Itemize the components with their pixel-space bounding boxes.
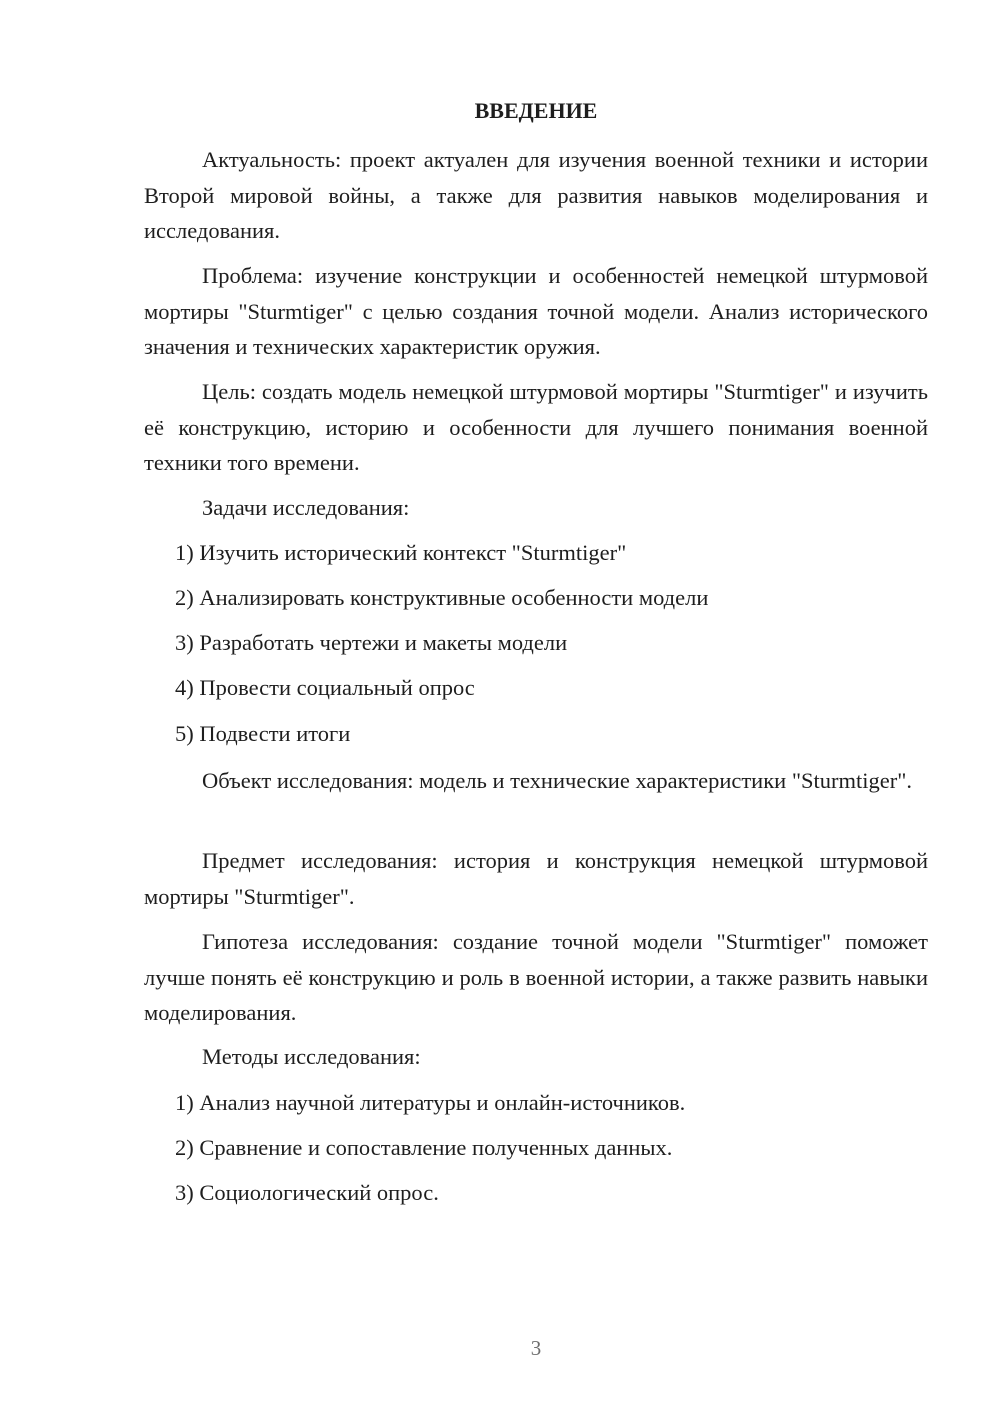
subject-paragraph: Предмет исследования: история и конструкция немецкой штурмовой мортиры "Sturmtiger". (144, 848, 928, 909)
task-item: 4) Провести социальный опрос (175, 675, 475, 700)
tasks-heading: Задачи исследования: (202, 495, 410, 520)
relevance-paragraph: Актуальность: проект актуален для изучения военной техники и истории Второй мировой войны, а также для развития навыков моделирования и исследования. (144, 147, 928, 243)
page-title: ВВЕДЕНИЕ (474, 98, 598, 123)
method-item: 1) Анализ научной литературы и онлайн-источников. (175, 1090, 686, 1115)
task-item: 3) Разработать чертежи и макеты модели (175, 630, 568, 655)
method-item: 2) Сравнение и сопоставление полученных данных. (175, 1135, 673, 1160)
object-paragraph: Объект исследования: модель и технические характеристики "Sturmtiger". (202, 768, 913, 793)
problem-paragraph: Проблема: изучение конструкции и особенностей немецкой штурмовой мортиры "Sturmtiger" с целью создания точной модели. Анализ исторического значения и технических характеристик оружия. (144, 263, 928, 359)
task-item: 1) Изучить исторический контекст "Sturmtiger" (175, 540, 627, 565)
method-item: 3) Социологический опрос. (175, 1180, 439, 1205)
task-item: 5) Подвести итоги (175, 721, 351, 746)
methods-heading: Методы исследования: (202, 1044, 421, 1069)
hypothesis-paragraph: Гипотеза исследования: создание точной модели "Sturmtiger" поможет лучше понять её конструкцию и роль в военной истории, а также развить навыки моделирования. (144, 929, 928, 1025)
task-item: 2) Анализировать конструктивные особенности модели (175, 585, 709, 610)
goal-paragraph: Цель: создать модель немецкой штурмовой мортиры "Sturmtiger" и изучить её конструкцию, историю и особенности для лучшего понимания военной техники того времени. (144, 379, 928, 475)
page-number: 3 (530, 1336, 542, 1360)
